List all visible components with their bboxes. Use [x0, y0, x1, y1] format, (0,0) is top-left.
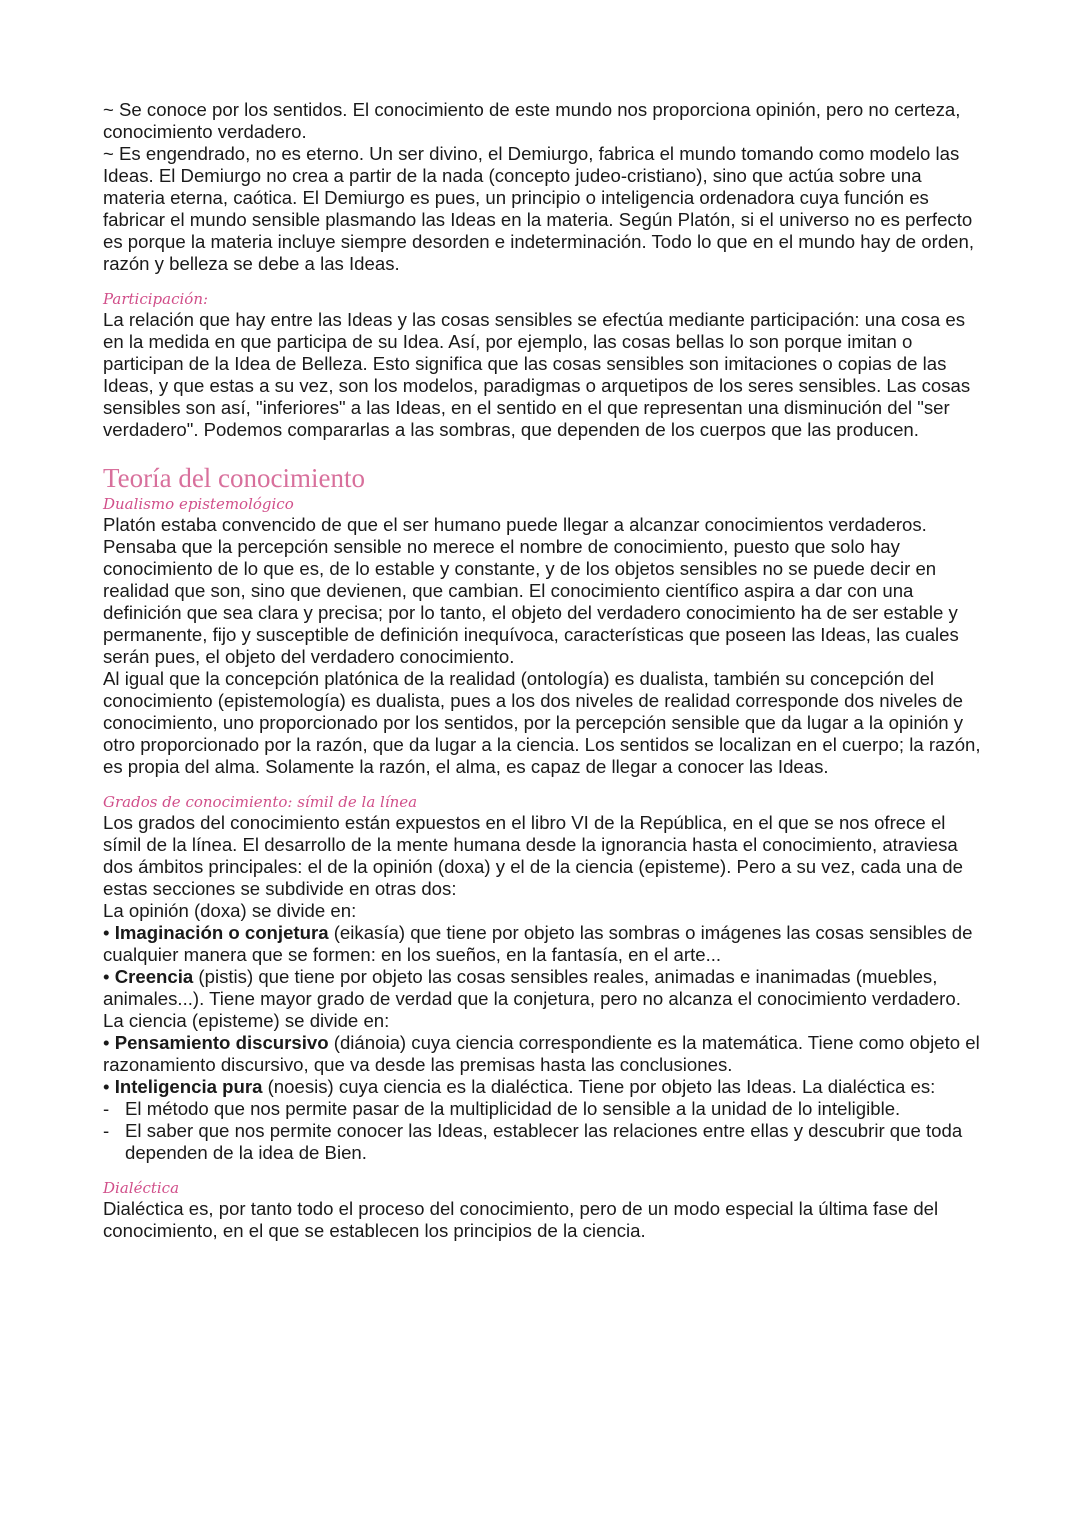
heading-grados: Grados de conocimiento: símil de la línea — [103, 793, 418, 811]
label-ciencia: La ciencia (episteme) se divide en: — [103, 1010, 390, 1031]
desc-creencia: (pistis) que tiene por objeto las cosas sensibles reales, animadas e inanimadas (muebles, animales...). Tiene mayor grado de verdad que la conjetura, pero no alcanza el conocimiento verdadero. — [103, 966, 961, 1009]
paragraph-participacion: La relación que hay entre las Ideas y las cosas sensibles se efectúa mediante participación: una cosa es en la medida en que participa de su Idea. Así, por ejemplo, las cosas bellas lo son porque imitan o participan de la Idea de Belleza. Esto significa que las cosas sensibles son imitaciones o copias de las Ideas, y que estas a su vez, son los modelos, paradigmas o arquetipos de los seres sensibles. Las cosas sensibles son así, "inferiores" a las Ideas, en el sentido en el que representan una disminución del "ser verdadero". Podemos compararlas a las sombras, que dependen de los cuerpos que las producen. — [103, 309, 971, 440]
label-opinion: La opinión (doxa) se divide en: — [103, 900, 357, 921]
heading-dualismo: Dualismo epistemológico — [103, 495, 294, 513]
paragraph-grados-intro: Los grados del conocimiento están expuestos en el libro VI de la República, en el que se nos ofrece el símil de la línea. El desarrollo de la mente humana desde la ignorancia hasta el conocimiento, atraviesa dos ámbitos principales: el de la opinión (doxa) y el de la ciencia (episteme). Pero a su vez, cada una de estas secciones se subdivide en otras dos: — [103, 812, 963, 899]
bullet-mark: • — [103, 1032, 110, 1053]
paragraph-sentidos: ~ Se conoce por los sentidos. El conocimiento de este mundo nos proporciona opinión, pero no certeza, conocimiento verdadero. — [103, 99, 961, 142]
document-page — [103, 99, 983, 1242]
desc-pensamiento: (diánoia) cuya ciencia correspondiente es la matemática. Tiene como objeto el razonamiento discursivo, que va desde las premisas hasta las conclusiones. — [103, 1032, 980, 1075]
bullet-pensamiento — [103, 1032, 983, 1076]
dash-item-metodo — [103, 1098, 983, 1120]
term-creencia: Creencia — [114, 966, 194, 987]
bullet-inteligencia — [103, 1076, 983, 1098]
desc-imaginacion: (eikasía) que tiene por objeto las sombras o imágenes las cosas sensibles de cualquier manera que se formen: en los sueños, en la fantasía, en el arte... — [103, 922, 973, 965]
bullet-mark: • — [103, 922, 110, 943]
dash-mark: - — [103, 1098, 110, 1119]
term-imaginacion: Imaginación o conjetura — [114, 922, 329, 943]
dash-text-saber: El saber que nos permite conocer las Ideas, establecer las relaciones entre ellas y descubrir que toda dependen de la idea de Bien. — [125, 1120, 963, 1163]
heading-dialectica: Dialéctica — [103, 1179, 180, 1197]
dash-item-saber — [103, 1120, 983, 1164]
bullet-imaginacion — [103, 922, 983, 966]
bullet-mark: • — [103, 1076, 110, 1097]
paragraph-demiurgo: ~ Es engendrado, no es eterno. Un ser divino, el Demiurgo, fabrica el mundo tomando como modelo las Ideas. El Demiurgo no crea a partir de la nada (concepto judeo-cristiano), sino que actúa sobre una materia eterna, caótica. El Demiurgo es pues, un principio o inteligencia ordenadora cuya función es fabricar el mundo sensible plasmando las Ideas en la materia. Según Platón, si el universo no es perfecto es porque la materia incluye siempre desorden e indeterminación. Todo lo que en el mundo hay de orden, razón y belleza se debe a las Ideas. — [103, 143, 975, 274]
desc-inteligencia: (noesis) cuya ciencia es la dialéctica. Tiene por objeto las Ideas. La dialéctica es: — [262, 1076, 936, 1097]
heading-participacion: Participación: — [103, 290, 209, 308]
dash-text-metodo: El método que nos permite pasar de la multiplicidad de lo sensible a la unidad de lo inteligible. — [125, 1098, 901, 1119]
paragraph-dualismo-1: Platón estaba convencido de que el ser humano puede llegar a alcanzar conocimientos verdaderos. Pensaba que la percepción sensible no merece el nombre de conocimiento, puesto que solo hay conocimiento de lo que es, de lo estable y constante, y de los objetos sensibles no se puede decir en realidad que son, sino que devienen, que cambian. El conocimiento científico aspira a dar con una definición que sea clara y precisa; por lo tanto, el objeto del verdadero conocimiento ha de ser estable y permanente, fijo y susceptible de definición inequívoca, características que poseen las Ideas, las cuales serán pues, el objeto del verdadero conocimiento. — [103, 514, 959, 667]
dash-mark: - — [103, 1120, 110, 1141]
bullet-mark: • — [103, 966, 110, 987]
paragraph-dialectica: Dialéctica es, por tanto todo el proceso del conocimiento, pero de un modo especial la última fase del conocimiento, en el que se establecen los principios de la ciencia. — [103, 1198, 939, 1241]
section-title-teoria: Teoría del conocimiento — [103, 463, 366, 493]
paragraph-dualismo-2: Al igual que la concepción platónica de la realidad (ontología) es dualista, también su concepción del conocimiento (epistemología) es dualista, pues a los dos niveles de realidad corresponde dos niveles de conocimiento, uno proporcionado por los sentidos, por la percepción sensible que da lugar a la opinión y otro proporcionado por la razón, que da lugar a la ciencia. Los sentidos se localizan en el cuerpo; la razón, es propia del alma. Solamente la razón, el alma, es capaz de llegar a conocer las Ideas. — [103, 668, 981, 777]
term-pensamiento: Pensamiento discursivo — [114, 1032, 329, 1053]
bullet-creencia — [103, 966, 983, 1010]
term-inteligencia: Inteligencia pura — [114, 1076, 263, 1097]
